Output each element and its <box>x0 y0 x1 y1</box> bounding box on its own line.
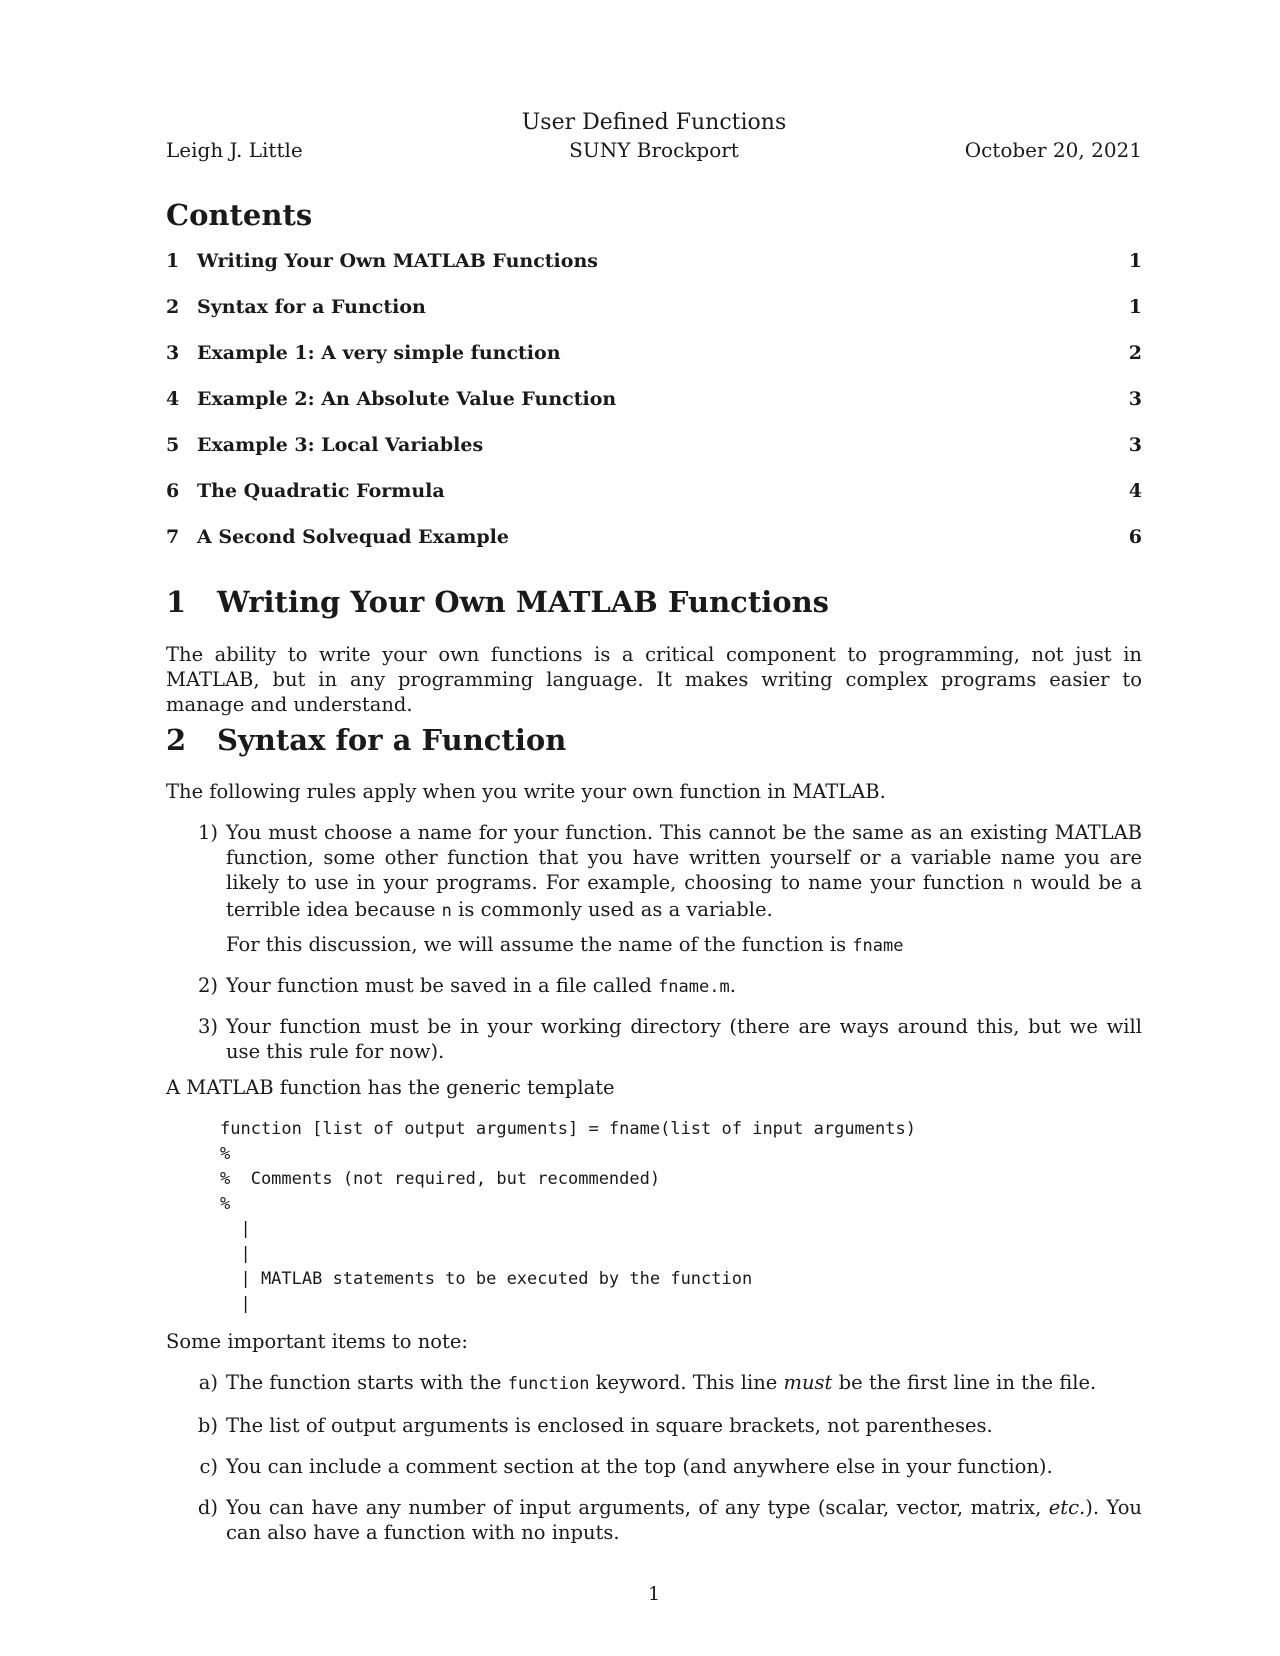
toc-entry-page: 1 <box>1128 296 1142 318</box>
toc-entry-title: Syntax for a Function <box>197 296 426 318</box>
toc-entry-number: 7 <box>166 526 180 548</box>
rule-label: 2) <box>197 974 218 997</box>
toc-entry[interactable] <box>166 388 1142 434</box>
toc-entry-title: The Quadratic Formula <box>197 480 445 502</box>
toc-entry-page: 4 <box>1128 480 1142 502</box>
section-2-intro: The following rules apply when you write your own function in MATLAB. <box>166 780 886 803</box>
section-1-heading <box>166 585 829 619</box>
toc-entry-page: 2 <box>1128 342 1142 364</box>
note-label: d) <box>197 1496 218 1519</box>
template-intro: A MATLAB function has the generic template <box>166 1076 615 1099</box>
inline-code: n <box>1012 874 1023 894</box>
note-item <box>166 1413 1142 1438</box>
rule-label: 3) <box>197 1015 218 1038</box>
code-line: | <box>220 1244 251 1264</box>
rule-item <box>166 820 1142 959</box>
toc-entry-number: 3 <box>166 342 180 364</box>
toc-entry-title: Writing Your Own MATLAB Functions <box>197 250 598 272</box>
note-text: You can include a comment section at the top (and anywhere else in your function). <box>226 1455 1053 1478</box>
code-line: % Comments (not required, but recommended) <box>220 1169 661 1189</box>
document-date: October 20, 2021 <box>964 138 1142 162</box>
toc-entry-page: 3 <box>1128 434 1142 456</box>
toc-entry[interactable] <box>166 480 1142 526</box>
code-line: % <box>220 1194 231 1214</box>
section-title: Writing Your Own MATLAB Functions <box>217 585 829 619</box>
toc-entry-page: 3 <box>1128 388 1142 410</box>
emphasis: etc. <box>1048 1496 1086 1519</box>
inline-code: fname.m <box>658 977 730 997</box>
rule-subtext: For this discussion, we will assume the name of the function is <box>226 933 853 956</box>
toc-entry[interactable] <box>166 250 1142 296</box>
page-header <box>166 110 1142 166</box>
toc-entry-title: Example 2: An Absolute Value Function <box>197 388 617 410</box>
note-text: keyword. This line <box>589 1371 784 1394</box>
toc-entry[interactable] <box>166 434 1142 480</box>
rule-item <box>166 1014 1142 1064</box>
note-item <box>166 1370 1142 1397</box>
section-title: Syntax for a Function <box>217 723 567 757</box>
section-number: 2 <box>166 723 187 757</box>
rule-body <box>226 973 1142 1000</box>
toc-entry-page: 6 <box>1128 526 1142 548</box>
page-number: 1 <box>647 1583 661 1605</box>
rule-label: 1) <box>197 821 218 844</box>
toc-entry-number: 1 <box>166 250 180 272</box>
toc-entry-page: 1 <box>1128 250 1142 272</box>
toc-entry-number: 5 <box>166 434 180 456</box>
inline-code: n <box>441 901 452 921</box>
rule-text: . <box>729 974 736 997</box>
note-body <box>226 1495 1142 1545</box>
toc-entry[interactable] <box>166 526 1142 572</box>
note-text: You can have any number of input arguments, of any type (scalar, vector, matrix, <box>226 1496 1049 1519</box>
code-line: | <box>220 1294 251 1314</box>
note-label: c) <box>199 1455 218 1478</box>
inline-code: function <box>507 1374 590 1394</box>
code-template <box>220 1117 916 1317</box>
toc-entry-title: Example 1: A very simple function <box>197 342 561 364</box>
note-text: The function starts with the <box>226 1371 508 1394</box>
rule-text: would be a terrible idea because <box>226 871 1142 921</box>
note-text: ). You can also have a function with no inputs. <box>226 1496 1142 1544</box>
inline-code: fname <box>852 936 904 956</box>
rule-text: is commonly used as a variable. <box>451 898 773 921</box>
notes-intro: Some important items to note: <box>166 1330 468 1353</box>
note-body <box>226 1370 1142 1397</box>
note-text: be the first line in the file. <box>832 1371 1097 1394</box>
code-line: | MATLAB statements to be executed by the function <box>220 1269 753 1289</box>
author-name: Leigh J. Little <box>166 138 303 162</box>
toc-entry-number: 2 <box>166 296 180 318</box>
section-2-heading <box>166 723 566 757</box>
code-line: | <box>220 1219 251 1239</box>
table-of-contents <box>166 250 1142 572</box>
toc-entry-title: Example 3: Local Variables <box>197 434 484 456</box>
rules-list <box>166 820 1142 1078</box>
section-number: 1 <box>166 585 187 619</box>
toc-entry[interactable] <box>166 296 1142 342</box>
toc-entry-title: A Second Solvequad Example <box>197 526 509 548</box>
contents-heading: Contents <box>166 198 313 232</box>
toc-entry[interactable] <box>166 342 1142 388</box>
document-title: User Defined Functions <box>521 110 787 135</box>
note-label: a) <box>198 1371 218 1394</box>
rule-body <box>226 820 1142 959</box>
code-line: % <box>220 1144 231 1164</box>
note-item <box>166 1454 1142 1479</box>
emphasis: must <box>783 1371 833 1394</box>
notes-list <box>166 1370 1142 1561</box>
rule-item <box>166 973 1142 1000</box>
toc-entry-number: 6 <box>166 480 180 502</box>
code-line: function [list of output arguments] = fname(list of input arguments) <box>220 1119 916 1139</box>
rule-text: Your function must be saved in a file called <box>226 974 659 997</box>
note-label: b) <box>197 1414 218 1437</box>
note-text: The list of output arguments is enclosed in square brackets, not parentheses. <box>226 1414 993 1437</box>
rule-text: Your function must be in your working directory (there are ways around this, but we will use this rule for now). <box>226 1015 1142 1063</box>
toc-entry-number: 4 <box>166 388 180 410</box>
rule-text: You must choose a name for your function. This cannot be the same as an existing MATLAB function, some other function that you have written yourself or a variable name you are likely to use in your programs. For example, choosing to name your function <box>226 821 1142 894</box>
section-1-paragraph: The ability to write your own functions is a critical component to programming, not just in MATLAB, but in any programming language. It makes writing complex programs easier to manage and understand. <box>166 643 1142 716</box>
institution: SUNY Brockport <box>569 138 739 162</box>
note-item <box>166 1495 1142 1545</box>
